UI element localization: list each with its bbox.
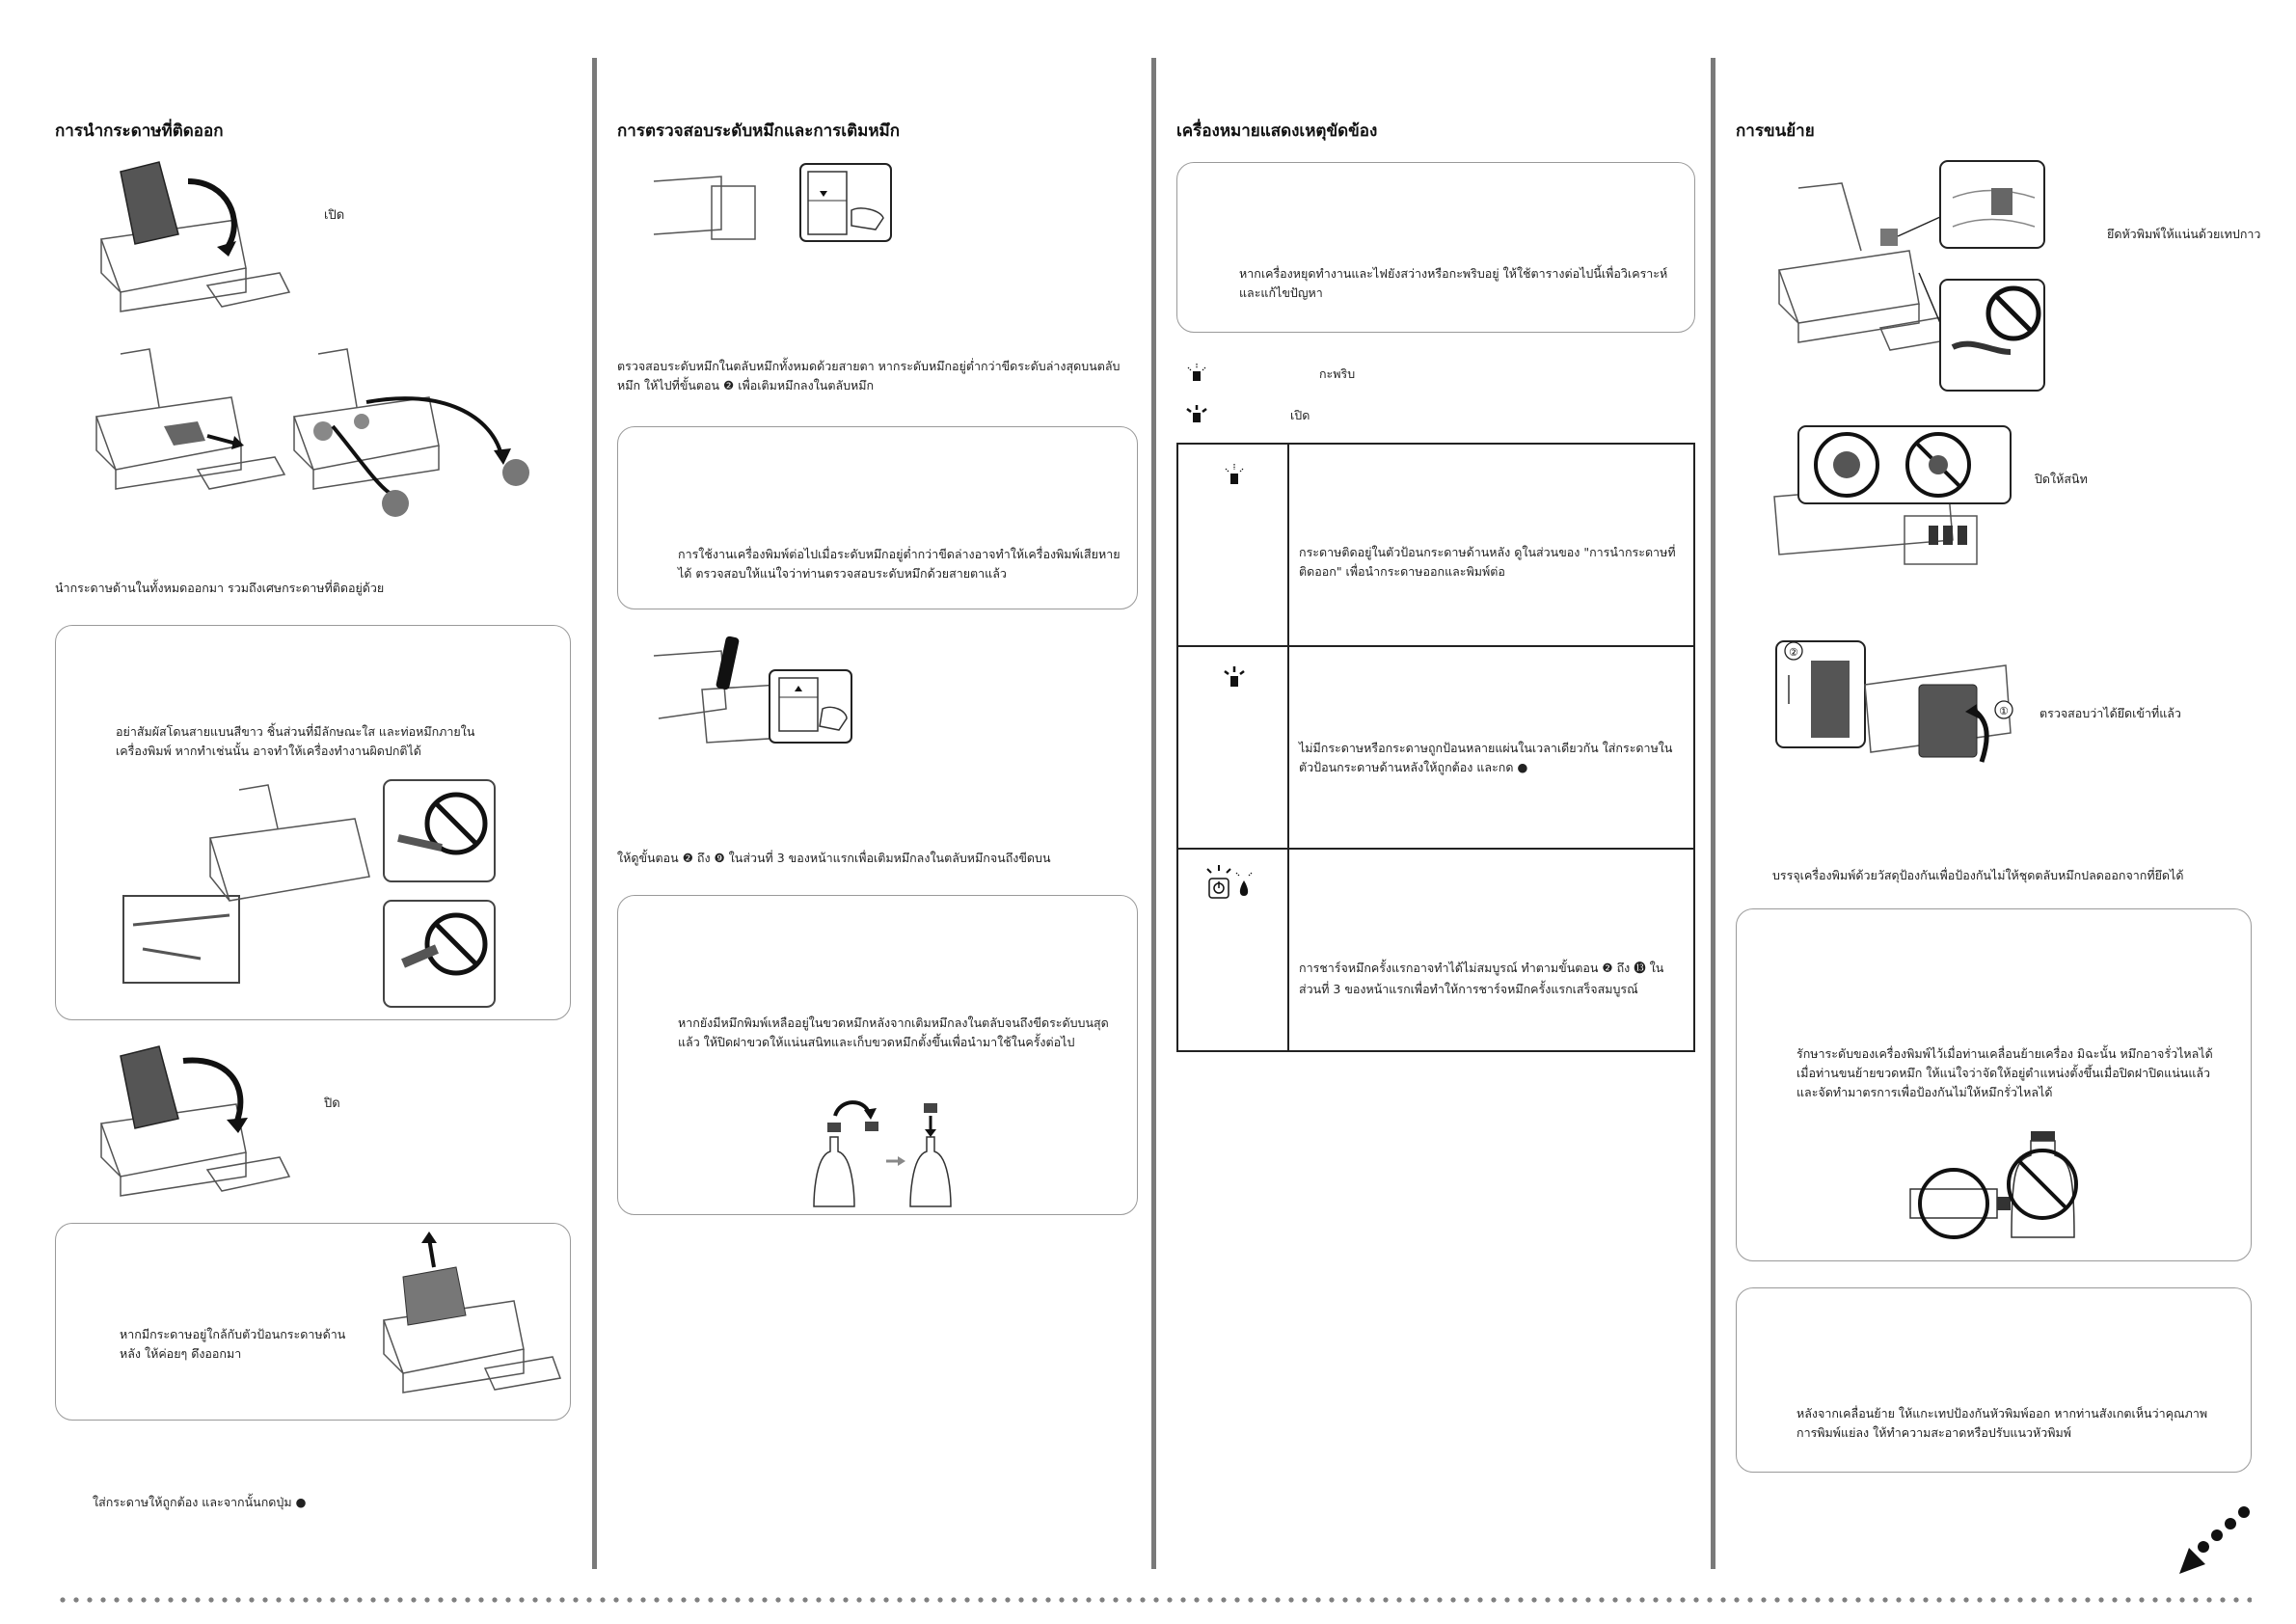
- ink-storage-text: หากยังมีหมึกพิมพ์เหลืออยู่ในขวดหมึกหลังจากเติมหมึกลงในตลับจนถึงขีดระดับบนสุดแล้ว ให้ปิดฝาขวดให้แน่นสนิทและเก็บขวดหมึกตั้งขึ้นเพื่อนำมาใช้ในครั้งต่อไป: [678, 1015, 1109, 1049]
- solution-cell: [1288, 646, 1694, 849]
- close-caps-label: ปิดให้สนิท: [2035, 472, 2088, 486]
- refill-ink-illustration: [654, 632, 856, 757]
- close-label: ปิด: [324, 1096, 340, 1111]
- open-label: เปิด: [324, 208, 345, 223]
- load-paper-text-content: ใส่กระดาษให้ถูกต้อง และจากนั้นกดปุ่ม: [93, 1495, 292, 1509]
- cap-bottle-illustration: [811, 1098, 956, 1209]
- remove-paper-text: นำกระดาษด้านในทั้งหมดออกมา รวมถึงเศษกระดาษที่ติดอยู่ด้วย: [55, 581, 385, 595]
- indicator-cell: [1177, 849, 1288, 1051]
- pull-paper-illustration: [369, 1233, 562, 1412]
- rear-feeder-text: หากมีกระดาษอยู่ใกล้กับตัวป้อนกระดาษด้านหลัง ให้ค่อยๆ ดึงออกมา: [120, 1327, 346, 1361]
- column-divider-2: [1151, 58, 1156, 1569]
- solution-cell: [1288, 444, 1694, 646]
- legend-on-label: เปิด: [1289, 407, 1310, 422]
- paper-button-icon: ●: [1517, 760, 1528, 774]
- bottle-upright-illustration: [1910, 1131, 2089, 1242]
- dotted-separator: [56, 1596, 2252, 1604]
- ink-section-title: การตรวจสอบระดับหมึกและการเติมหมึก: [617, 122, 901, 141]
- transport-section-title: การขนย้าย: [1736, 122, 1815, 141]
- table-row: [1177, 646, 1694, 849]
- close-caps-illustration: [1774, 424, 2015, 569]
- table-row: [1177, 849, 1694, 1051]
- error-section-title: เครื่องหมายแสดงเหตุขัดข้อง: [1176, 122, 1378, 141]
- check-ink-level-illustration: [654, 162, 895, 254]
- ink-caution-box: [617, 426, 1138, 609]
- warning-text: อย่าสัมผัสโดนสายแบนสีขาว ชิ้นส่วนที่มีลักษณะใส และท่อหมึกภายในเครื่องพิมพ์ หากทำเช่นนั้น อาจทำให้เครื่องทำงานผิดปกติได้: [116, 724, 475, 758]
- table-row: [1177, 444, 1694, 646]
- after-transport-text: หลังจากเคลื่อนย้าย ให้แกะเทปป้องกันหัวพิมพ์ออก หากท่านสังเกตเห็นว่าคุณภาพการพิมพ์แย่ลง ให้ทำความสะอาดหรือปรับแนวหัวพิมพ์: [1796, 1406, 2208, 1440]
- paper-button-icon: ●: [295, 1495, 307, 1509]
- solution-text-no-paper: [1289, 647, 1693, 777]
- callout-2: ②: [1789, 646, 1798, 659]
- refill-steps-text: ให้ดูขั้นตอน ❷ ถึง ❾ ในส่วนที่ 3 ของหน้าแรกเพื่อเติมหมึกลงในตลับหมึกจนถึงขีดบน: [617, 851, 1051, 865]
- do-not-touch-illustration: [123, 780, 509, 1012]
- load-paper-text: [93, 1493, 307, 1512]
- printer-close-cover-illustration: [92, 1046, 294, 1201]
- paper-light-blink-icon: [1222, 464, 1247, 489]
- tape-print-head-label: ยึดหัวพิมพ์ให้แน่นด้วยเทปกาว: [2107, 227, 2261, 241]
- legend-blink-label: กะพริบ: [1318, 365, 1356, 381]
- keep-level-box: [1736, 908, 2252, 1261]
- check-attached-illustration: [1774, 636, 2015, 771]
- blink-light-icon: [1184, 364, 1209, 385]
- error-indicator-table: [1176, 443, 1695, 1052]
- callout-1: ①: [1999, 705, 2009, 717]
- paper-light-on-icon: [1222, 666, 1247, 691]
- printer-open-cover-illustration: [92, 162, 294, 316]
- remove-paper-illustration: [92, 349, 535, 518]
- legend-on-row: [1184, 405, 1310, 426]
- next-page-arrow-icon: [2174, 1504, 2252, 1577]
- solution-cell: [1288, 849, 1694, 1051]
- rear-feeder-box: [55, 1223, 571, 1421]
- error-intro-text: หากเครื่องหยุดทำงานและไฟยังสว่างหรือกะพริบอยู่ ให้ใช้ตารางต่อไปนี้เพื่อวิเคราะห์และแก้ไขปัญหา: [1239, 266, 1668, 300]
- after-transport-box: [1736, 1287, 2252, 1473]
- power-and-ink-light-icon: [1205, 863, 1263, 902]
- check-attached-label: ตรวจสอบว่าได้ยึดเข้าที่แล้ว: [2039, 706, 2181, 720]
- check-ink-text: ตรวจสอบระดับหมึกในตลับหมึกทั้งหมดด้วยสายตา หากระดับหมึกอยู่ต่ำกว่าขีดระดับล่างสุดบนตลับหมึก ให้ไปที่ขั้นตอน ❷ เพื่อเติมหมึกลงในตลับหมึก: [617, 359, 1121, 392]
- keep-level-text: รักษาระดับของเครื่องพิมพ์ไว้เมื่อท่านเคลื่อนย้ายเครื่อง มิฉะนั้น หมึกอาจรั่วไหลได้ เมื่อท่านขนย้ายขวดหมึก ให้แน่ใจว่าจัดให้อยู่ตำแหน่งตั้งขึ้นเมื่อปิดฝาปิดแน่นแล้ว และจัดทำมาตรการเพื่อป้องกันไม่ให้หมึกรั่วไหลได้: [1796, 1046, 2213, 1099]
- legend-blink-row: [1184, 364, 1355, 385]
- tape-print-head-illustration: [1774, 159, 2049, 395]
- warning-box: [55, 625, 571, 1020]
- on-light-icon: [1184, 405, 1209, 426]
- column-divider-1: [592, 58, 597, 1569]
- solution-text-no-paper-content: ไม่มีกระดาษหรือกระดาษถูกป้อนหลายแผ่นในเวลาเดียวกัน ใส่กระดาษในตัวป้อนกระดาษด้านหลังให้ถูกต้อง และกด: [1299, 741, 1673, 774]
- jam-section-title: การนำกระดาษที่ติดออก: [55, 122, 224, 141]
- indicator-cell: [1177, 646, 1288, 849]
- solution-text-paper-jam: กระดาษติดอยู่ในตัวป้อนกระดาษด้านหลัง ดูในส่วนของ "การนำกระดาษที่ติดออก" เพื่อนำกระดาษออกและพิมพ์ต่อ: [1299, 545, 1676, 579]
- solution-text-initial-charge: การชาร์จหมึกครั้งแรกอาจทำได้ไม่สมบูรณ์ ทำตามขั้นตอน ❷ ถึง ⓭ ในส่วนที่ 3 ของหน้าแรกเพื่อทำให้การชาร์จหมึกครั้งแรกเสร็จสมบูรณ์: [1299, 961, 1664, 996]
- ink-caution-text: การใช้งานเครื่องพิมพ์ต่อไปเมื่อระดับหมึกอยู่ต่ำกว่าขีดล่างอาจทำให้เครื่องพิมพ์เสียหายได้ ตรวจสอบให้แน่ใจว่าท่านตรวจสอบระดับหมึกด้วยสายตาแล้ว: [678, 547, 1121, 581]
- column-divider-3: [1711, 58, 1715, 1569]
- error-intro-box: [1176, 162, 1695, 333]
- indicator-cell: [1177, 444, 1288, 646]
- pack-printer-text: บรรจุเครื่องพิมพ์ด้วยวัสดุป้องกันเพื่อป้องกันไม่ให้ชุดตลับหมึกปลดออกจากที่ยึดได้: [1772, 868, 2184, 882]
- ink-storage-box: [617, 895, 1138, 1215]
